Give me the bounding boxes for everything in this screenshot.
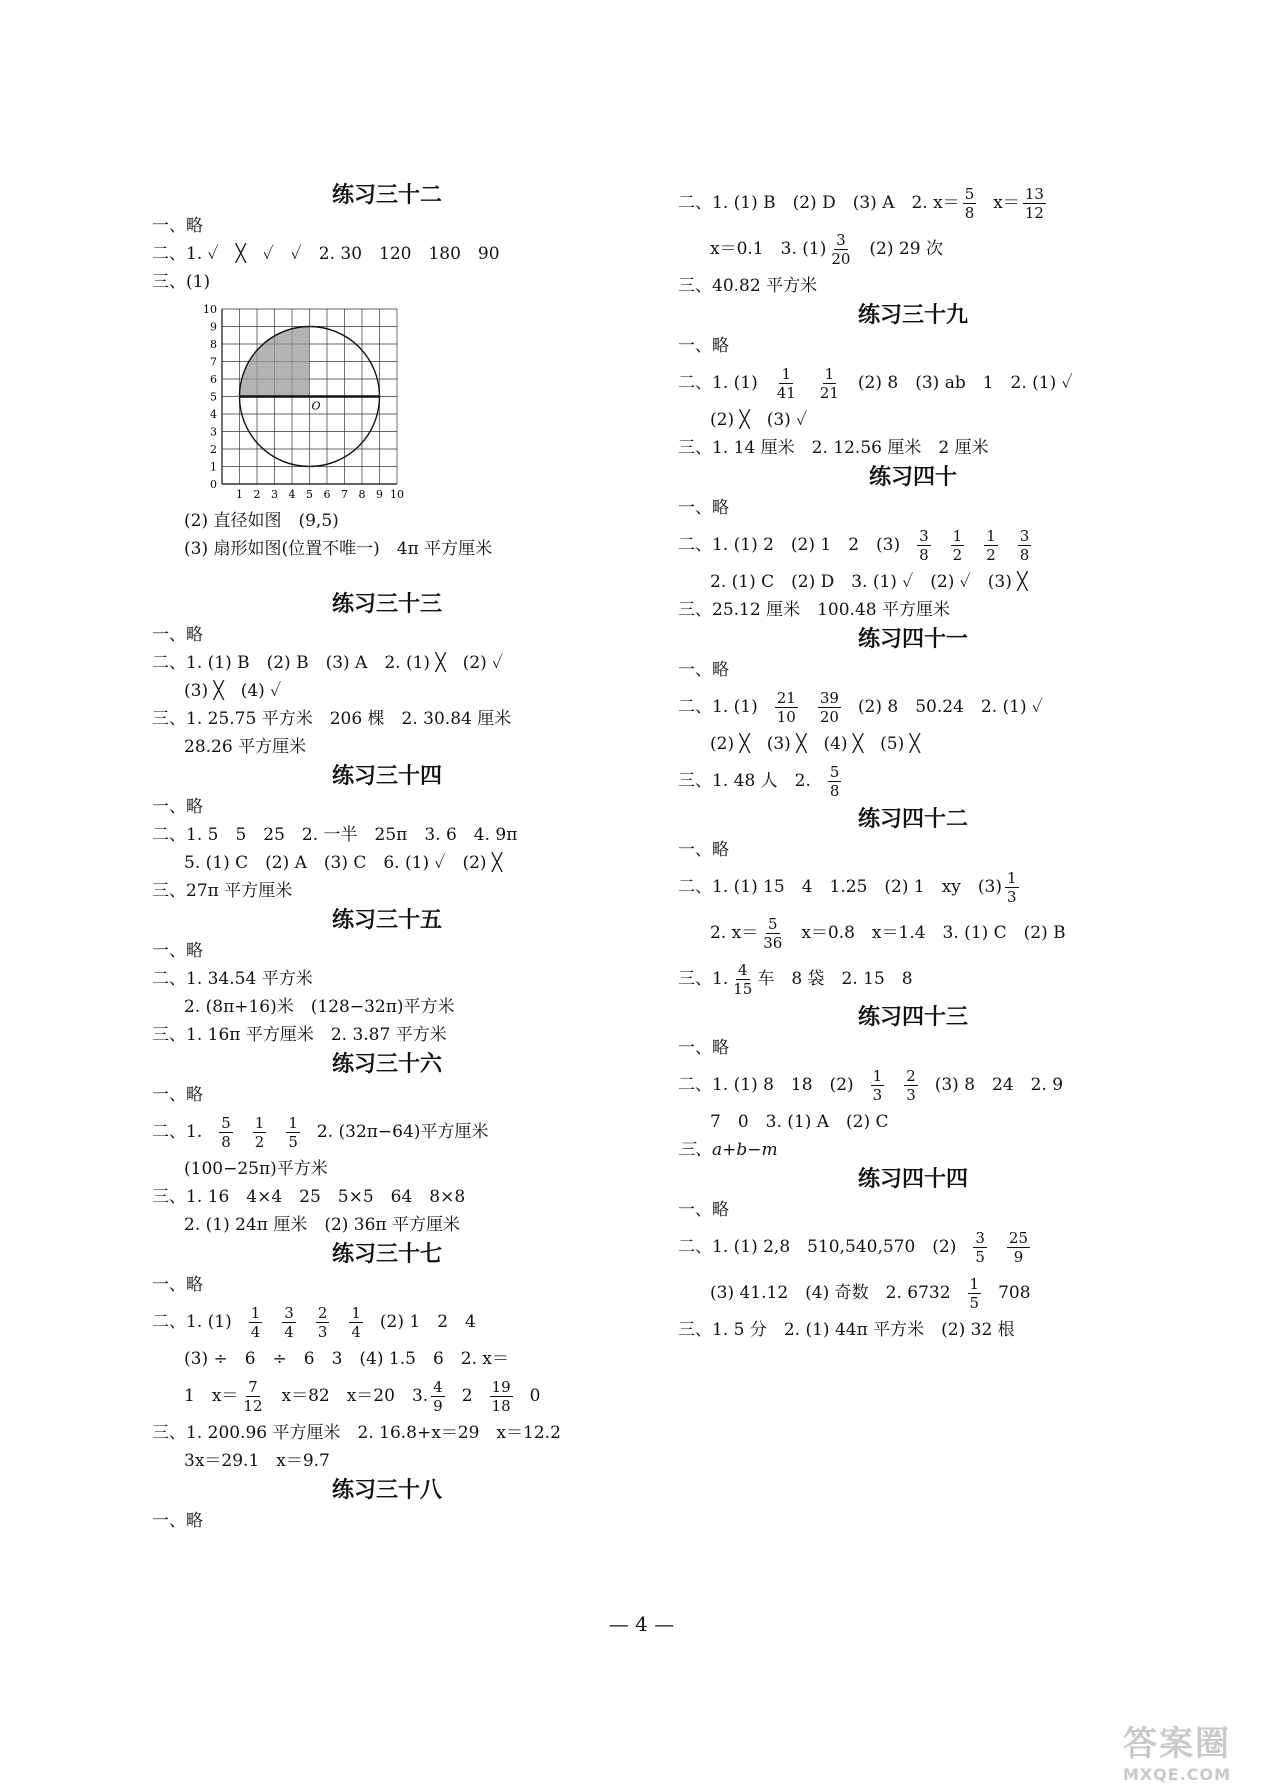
answer-line: 3x＝29.1 x＝9.7 [184, 1451, 330, 1471]
section-39 [678, 300, 1148, 462]
answer-line: 二、1. (1) 8 18 (2) $\frac{1}{3}$ $\frac{2}{3}$ (3) 8 24 2. 9 [678, 1066, 1064, 1104]
answer-line: 一、略 [678, 660, 729, 680]
section-title: 练习四十二 [857, 807, 968, 832]
answer-line: (2) ╳ (3) ✓ [710, 410, 808, 430]
answer-line: 三、1. 16 4×4 25 5×5 64 8×8 [152, 1187, 466, 1207]
answer-line: 1 x＝ $\frac{7}{12}$ x＝82 x＝20 3. $\frac{4}{9}$ 2 $\frac{19}{18}$ 0 [184, 1377, 541, 1415]
coordinate-grid-figure [198, 298, 404, 503]
section-37 [152, 1239, 622, 1475]
fraction: $\frac{3}{8}$ [1019, 526, 1030, 564]
fraction: $\frac{3}{20}$ [831, 230, 851, 268]
fraction: $\frac{19}{18}$ [491, 1377, 511, 1415]
fraction: $\frac{39}{20}$ [819, 688, 839, 726]
answer-line: 三、1. 5 分 2. (1) 44π 平方米 (2) 32 根 [678, 1320, 1015, 1340]
section-32 [152, 180, 622, 563]
answer-line: (3) 扇形如图(位置不唯一) 4π 平方厘米 [184, 539, 493, 559]
section-40 [678, 462, 1148, 624]
sector-fill [240, 327, 310, 397]
fraction: $\frac{1}{2}$ [986, 526, 996, 564]
section-title: 练习三十五 [331, 908, 442, 933]
y-tick-label: 10 [203, 303, 217, 316]
y-tick-label: 1 [210, 460, 217, 474]
section-41 [678, 624, 1148, 804]
answer-line: 7 0 3. (1) A (2) C [710, 1112, 889, 1132]
answer-line: 一、略 [678, 1038, 729, 1058]
answer-line: (3) 41.12 (4) 奇数 2. 6732 $\frac{1}{5}$ 708 [710, 1274, 1031, 1312]
section-35 [152, 905, 622, 1049]
fraction: $\frac{5}{8}$ [829, 762, 840, 800]
section-42 [678, 804, 1148, 1002]
y-tick-label: 2 [210, 443, 217, 456]
fraction: $\frac{1}{3}$ [1006, 868, 1017, 906]
answer-line: 28.26 平方厘米 [184, 737, 307, 757]
answer-line: 三、1. 48 人 2. $\frac{5}{8}$ [678, 762, 840, 800]
answer-line: 一、略 [678, 498, 729, 518]
fraction: $\frac{21}{10}$ [776, 688, 796, 726]
answer-line: 二、1. (1) $\frac{1}{41}$ $\frac{1}{21}$ (2) 8 (3) ab 1 2. (1) ✓ [678, 364, 1073, 402]
fraction: $\frac{2}{3}$ [317, 1303, 328, 1341]
fraction: $\frac{7}{12}$ [243, 1377, 263, 1415]
answer-line: 二、1. (1) $\frac{21}{10}$ $\frac{39}{20}$ (2) 8 50.24 2. (1) ✓ [678, 688, 1043, 726]
fraction: $\frac{4}{9}$ [433, 1377, 443, 1415]
left-column [152, 180, 622, 1535]
answer-line: 三、1. 25.75 平方米 206 棵 2. 30.84 厘米 [152, 709, 512, 729]
y-tick-labels [203, 303, 217, 491]
x-tick-label: 10 [390, 488, 404, 501]
answer-line: 二、1. ✓ ╳ ✓ ✓ 2. 30 120 180 90 [152, 244, 500, 264]
section-title: 练习三十二 [331, 183, 442, 208]
answer-line: 三、1. $\frac{4}{15}$ 车 8 袋 2. 15 8 [678, 960, 913, 998]
y-tick-label: 4 [210, 408, 217, 421]
answer-line: 三、1. 14 厘米 2. 12.56 厘米 2 厘米 [678, 438, 989, 458]
fraction: $\frac{1}{2}$ [254, 1113, 265, 1151]
fraction: $\frac{5}{36}$ [763, 914, 783, 952]
origin-label: O [311, 399, 321, 413]
fraction: $\frac{1}{5}$ [969, 1274, 980, 1312]
answer-line: 一、略 [152, 1275, 203, 1295]
section-38-continued [678, 180, 1148, 300]
x-tick-label: 5 [306, 488, 313, 501]
watermark-logo: 答案圈 MXQE.COM [1122, 1724, 1232, 1784]
answer-line: (2) 直径如图 (9,5) [184, 511, 339, 531]
fraction: $\frac{25}{9}$ [1008, 1228, 1029, 1266]
x-tick-label: 2 [253, 488, 261, 501]
section-title: 练习四十四 [857, 1167, 968, 1192]
fraction: $\frac{1}{4}$ [351, 1303, 361, 1341]
answer-line: 一、略 [152, 1085, 203, 1105]
answer-line: 2. (1) C (2) D 3. (1) ✓ (2) ✓ (3) ╳ [710, 572, 1028, 592]
answer-line: 三、25.12 厘米 100.48 平方厘米 [678, 600, 950, 620]
answer-line: 三、a+b−m [678, 1140, 778, 1160]
answer-line: (2) ╳ (3) ╳ (4) ╳ (5) ╳ [710, 734, 920, 754]
answer-line: 5. (1) C (2) A (3) C 6. (1) ✓ (2) ╳ [184, 853, 503, 873]
x-tick-labels [236, 488, 404, 501]
answer-line: 三、40.82 平方米 [678, 276, 818, 296]
answer-line: 一、略 [152, 941, 203, 961]
answer-line: 一、略 [152, 216, 203, 236]
answer-line: 一、略 [678, 840, 729, 860]
y-tick-label: 8 [210, 338, 217, 351]
y-tick-label: 5 [210, 390, 217, 404]
answer-line: 二、1. 34.54 平方米 [152, 969, 313, 989]
answer-line: 二、1. 5 5 25 2. 一半 25π 3. 6 4. 9π [152, 825, 518, 845]
fraction: $\frac{1}{3}$ [872, 1066, 883, 1104]
section-33 [152, 589, 622, 761]
section-34 [152, 761, 622, 905]
fraction: $\frac{1}{4}$ [250, 1303, 261, 1341]
section-43 [678, 1002, 1148, 1164]
section-title: 练习三十九 [857, 303, 968, 328]
section-38 [152, 1475, 622, 1535]
answer-line: 2. (8π+16)米 (128−32π)平方米 [184, 997, 455, 1017]
answer-line: 三、(1) [152, 272, 211, 292]
answer-line: (3) ÷ 6 ÷ 6 3 (4) 1.5 6 2. x＝ [184, 1349, 509, 1369]
x-tick-label: 3 [271, 488, 278, 501]
fraction: $\frac{13}{12}$ [1024, 184, 1044, 222]
page-number: — 4 — [608, 1612, 675, 1636]
section-44 [678, 1164, 1148, 1344]
section-title: 练习三十六 [331, 1052, 442, 1077]
fraction: $\frac{1}{5}$ [288, 1113, 298, 1151]
y-tick-label: 0 [210, 478, 217, 491]
fraction: $\frac{2}{3}$ [906, 1066, 916, 1104]
y-tick-label: 7 [210, 355, 217, 369]
x-tick-label: 4 [288, 488, 296, 501]
section-title: 练习四十一 [857, 627, 968, 652]
answer-line: 一、略 [678, 336, 729, 356]
answer-line: 三、1. 200.96 平方厘米 2. 16.8+x＝29 x＝12.2 [152, 1423, 561, 1443]
answer-line: 二、1. (1) B (2) B (3) A 2. (1) ╳ (2) ✓ [152, 653, 504, 673]
fraction: $\frac{5}{8}$ [964, 184, 975, 222]
answer-line: 二、1. (1) 2,8 510,540,570 (2) $\frac{3}{5}$ $\frac{25}{9}$ [678, 1228, 1029, 1266]
fraction: $\frac{3}{8}$ [919, 526, 929, 564]
answer-line: 2. x＝ $\frac{5}{36}$ x＝0.8 x＝1.4 3. (1) C (2) B [710, 914, 1066, 952]
section-title: 练习三十四 [331, 764, 442, 789]
fraction: $\frac{3}{5}$ [975, 1228, 985, 1266]
answer-line: 二、1. (1) B (2) D (3) A 2. x＝ $\frac{5}{8}$ x＝ $\frac{13}{12}$ [678, 184, 1044, 222]
answer-line: 二、1. (1) 15 4 1.25 (2) 1 xy (3) $\frac{1}{3}$ [678, 868, 1017, 906]
answer-line: 2. (1) 24π 厘米 (2) 36π 平方厘米 [184, 1215, 461, 1235]
section-title: 练习三十七 [331, 1242, 442, 1267]
answer-line: 二、1. $\frac{5}{8}$ $\frac{1}{2}$ $\frac{1}{5}$ 2. (32π−64)平方厘米 [152, 1113, 489, 1151]
fraction: $\frac{1}{2}$ [952, 526, 963, 564]
section-36 [152, 1049, 622, 1239]
y-tick-label: 3 [210, 425, 217, 439]
answer-line: 三、27π 平方厘米 [152, 881, 293, 901]
fraction: $\frac{1}{21}$ [819, 364, 839, 402]
right-column [678, 180, 1148, 1344]
answer-line: 二、1. (1) 2 (2) 1 2 (3) $\frac{3}{8}$ $\frac{1}{2}$ $\frac{1}{2}$ $\frac{3}{8}$ [678, 526, 1030, 564]
answer-line: 三、1. 16π 平方厘米 2. 3.87 平方米 [152, 1025, 447, 1045]
answer-line: 一、略 [152, 625, 203, 645]
x-tick-label: 7 [341, 488, 348, 501]
section-title: 练习三十三 [331, 592, 442, 617]
answer-line: (3) ╳ (4) ✓ [184, 681, 282, 701]
x-tick-label: 6 [323, 488, 331, 501]
answer-line: 二、1. (1) $\frac{1}{4}$ $\frac{3}{4}$ $\frac{2}{3}$ $\frac{1}{4}$ (2) 1 2 4 [152, 1303, 476, 1341]
section-title: 练习三十八 [331, 1478, 442, 1503]
section-title: 练习四十 [868, 465, 957, 490]
fraction: $\frac{3}{4}$ [284, 1303, 294, 1341]
fraction: $\frac{1}{41}$ [776, 364, 796, 402]
answer-line: 一、略 [152, 797, 203, 817]
fraction: $\frac{5}{8}$ [221, 1113, 231, 1151]
answer-line: x＝0.1 3. (1) $\frac{3}{20}$ (2) 29 次 [710, 230, 943, 268]
shaded-sector [240, 327, 310, 397]
x-tick-label: 8 [358, 488, 366, 501]
y-tick-label: 6 [210, 373, 217, 386]
section-title: 练习四十三 [857, 1005, 968, 1030]
fraction: $\frac{4}{15}$ [733, 960, 753, 998]
x-tick-label: 9 [376, 488, 383, 501]
y-tick-label: 9 [210, 320, 217, 334]
answer-line: (100−25π)平方米 [184, 1159, 328, 1179]
answer-line: 一、略 [152, 1511, 203, 1531]
x-tick-label: 1 [236, 488, 243, 501]
answer-line: 一、略 [678, 1200, 729, 1220]
